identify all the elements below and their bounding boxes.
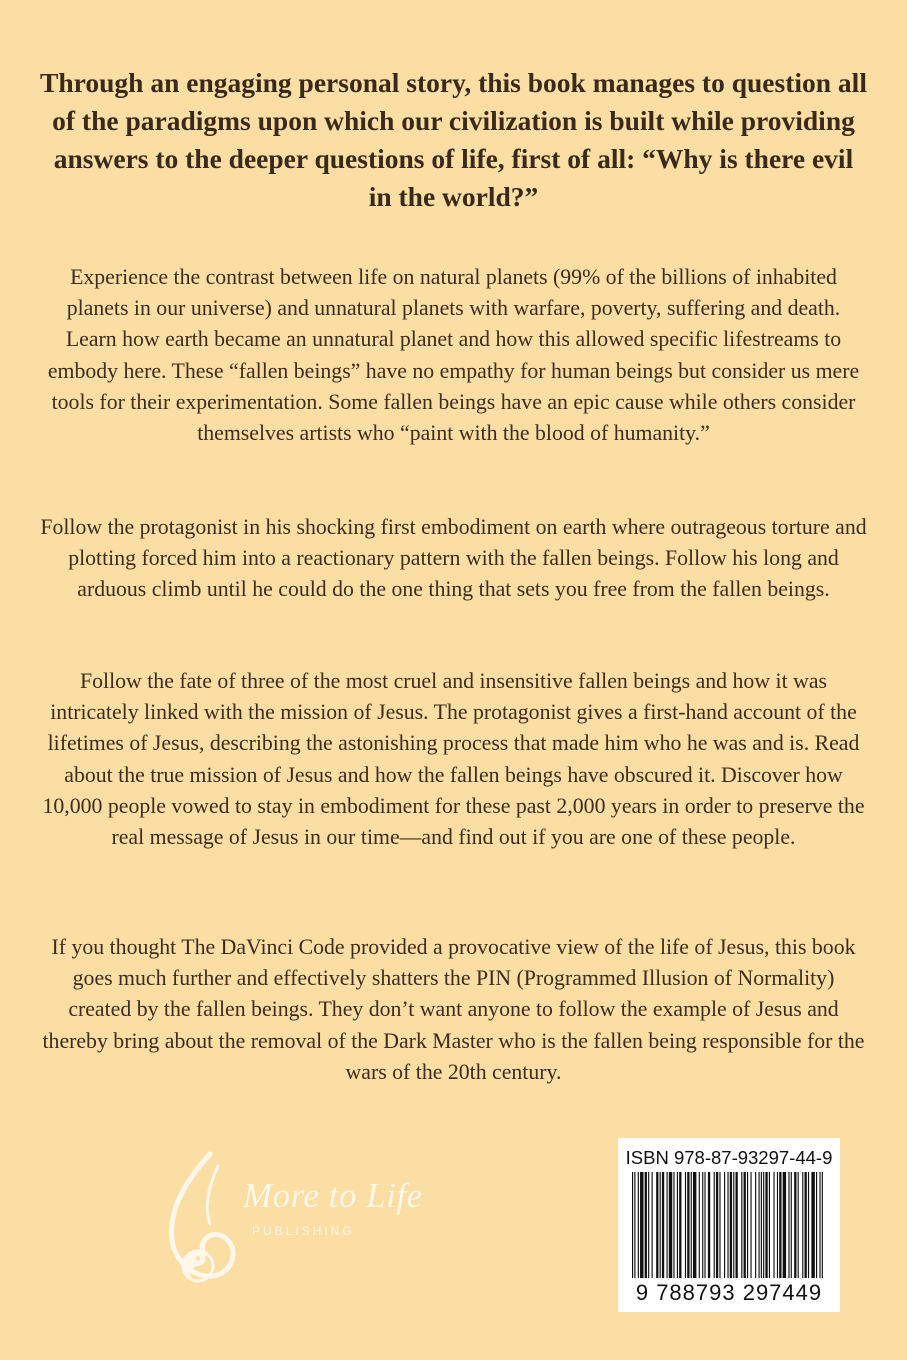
barcode-bar	[704, 1172, 705, 1278]
barcode-bar	[648, 1172, 649, 1278]
barcode-bar	[805, 1172, 807, 1278]
barcode-bar	[811, 1172, 814, 1278]
publisher-subtitle: PUBLISHING	[252, 1224, 355, 1238]
barcode-bar	[727, 1172, 728, 1278]
barcode-bar	[761, 1172, 762, 1278]
barcode-bar	[730, 1172, 732, 1278]
barcode-bar	[773, 1172, 774, 1278]
barcode-bar	[716, 1172, 718, 1278]
barcode-bar	[693, 1172, 696, 1278]
barcode-bar	[632, 1172, 633, 1278]
barcode-bar	[816, 1172, 817, 1278]
barcode-bar	[714, 1172, 715, 1278]
barcode-bar	[819, 1172, 820, 1278]
barcode-bar	[679, 1172, 681, 1278]
barcode-bar	[822, 1172, 823, 1278]
barcode-bar	[685, 1172, 686, 1278]
isbn-label: ISBN 978-87-93297-44-9	[625, 1147, 833, 1168]
barcode-bar	[638, 1172, 639, 1278]
barcode-bar	[769, 1172, 770, 1278]
barcode-bar	[777, 1172, 778, 1278]
barcode-digits: 9 788793 297449	[635, 1280, 823, 1305]
barcode-bar	[660, 1172, 661, 1278]
barcode-bar	[765, 1172, 767, 1278]
barcode-bar	[733, 1172, 734, 1278]
barcode-bar	[699, 1172, 700, 1278]
barcode-bar	[783, 1172, 786, 1278]
barcode-bar	[652, 1172, 653, 1278]
barcode-bar	[677, 1172, 678, 1278]
barcode-bar	[645, 1172, 647, 1278]
body-paragraph-1: Experience the contrast between life on natural planets (99% of the billions of inhabited planets in our universe) and unnatural planets with warfare, poverty, suffering and death. Learn how earth became an unnatural planet and how this allowed specific lifestreams to embody here. These “fallen beings” have no empathy for human beings but consider us mere tools for their experimentation. Some fallen beings have an epic cause while others consider themselves artists who “paint with the blood of humanity.”	[47, 265, 860, 446]
barcode-bar	[788, 1172, 789, 1278]
publisher-logo	[158, 1148, 458, 1288]
yin-yang-swirl-icon	[158, 1148, 268, 1288]
barcode-bar	[747, 1172, 748, 1278]
barcode-bar	[669, 1172, 672, 1278]
barcode-bar	[750, 1172, 751, 1278]
barcode-bars	[630, 1172, 828, 1280]
barcode-bar	[802, 1172, 803, 1278]
barcode-bar	[656, 1172, 658, 1278]
barcode-bar	[708, 1172, 710, 1278]
barcode-bar	[719, 1172, 720, 1278]
publisher-name: More to Life	[243, 1176, 423, 1215]
body-paragraph-3: Follow the fate of three of the most cruel and insensitive fallen beings and how it was intricately linked with the mission of Jesus. The protagonist gives a first-hand account of the lifetimes of Jesus, describing the astonishing process that made him who he was and is. Read about the true mission of Jesus and how the fallen beings have obscured it. Discover how 10,000 people vowed to stay in embodiment for these past 2,000 years in order to preserve the real message of Jesus in our time—and find out if you are one of these people.	[42, 669, 865, 850]
barcode-bar	[702, 1172, 703, 1278]
barcode-bar	[736, 1172, 738, 1278]
barcode-bar	[691, 1172, 692, 1278]
barcode-bar	[673, 1172, 674, 1278]
barcode-bar	[640, 1172, 643, 1278]
barcode-bar	[634, 1172, 635, 1278]
barcode-bar	[763, 1172, 764, 1278]
barcode-bar	[798, 1172, 799, 1278]
barcode-bar	[667, 1172, 668, 1278]
barcode-bar	[755, 1172, 756, 1278]
body-paragraph-4: If you thought The DaVinci Code provided a provocative view of the life of Jesus, this book goes much further and effectively shatters the PIN (Programmed Illusion of Normality) created by the fallen beings. They don’t want anyone to follow the example of Jesus and thereby bring about the removal of the Dark Master who is the fallen being responsible for the wars of the 20th century.	[42, 935, 865, 1084]
barcode-bar	[791, 1172, 792, 1278]
barcode-bar	[759, 1172, 760, 1278]
barcode-bar	[794, 1172, 796, 1278]
barcode-bar	[662, 1172, 664, 1278]
isbn-barcode	[618, 1138, 840, 1312]
barcode-bar	[808, 1172, 809, 1278]
lead-paragraph: Through an engaging personal story, this book manages to question all of the paradigms upon which our civilization is built while providing answers to the deeper questions of life, first of all: “Why is there evil in the world?”	[40, 67, 867, 212]
barcode-bar	[744, 1172, 746, 1278]
body-paragraph-2: Follow the protagonist in his shocking first embodiment on earth where outrageous torture and plotting forced him into a reactionary pattern with the fallen beings. Follow his long and arduous climb until he could do the one thing that sets you free from the fallen beings.	[40, 515, 867, 602]
barcode-bar	[779, 1172, 781, 1278]
barcode-bar	[724, 1172, 725, 1278]
barcode-bar	[741, 1172, 742, 1278]
barcode-bar	[687, 1172, 689, 1278]
